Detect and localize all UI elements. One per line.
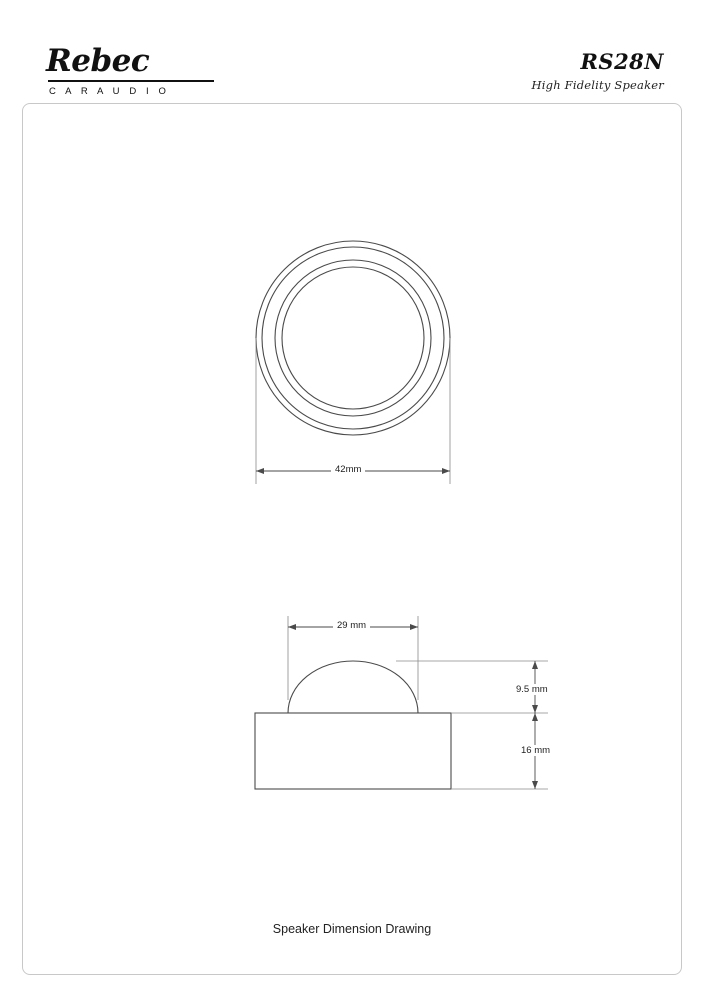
dim-label-dome-width: 29 mm: [333, 620, 370, 631]
dim-label-base-height: 16 mm: [517, 745, 554, 756]
drawing-frame: [22, 103, 682, 975]
drawing-caption: Speaker Dimension Drawing: [272, 922, 432, 936]
brand-underline-divider: [48, 80, 214, 82]
brand-name: Rebec: [46, 43, 150, 79]
model-tagline: High Fidelity Speaker: [531, 78, 664, 93]
brand-subtitle: C A R A U D I O: [49, 86, 170, 97]
brand-logo: [46, 43, 276, 97]
dim-label-diameter: 42mm: [331, 464, 365, 475]
page-header: [0, 0, 704, 100]
model-name: RS28N: [580, 49, 664, 74]
model-block: [532, 50, 664, 92]
dim-label-dome-height: 9.5 mm: [512, 684, 552, 695]
